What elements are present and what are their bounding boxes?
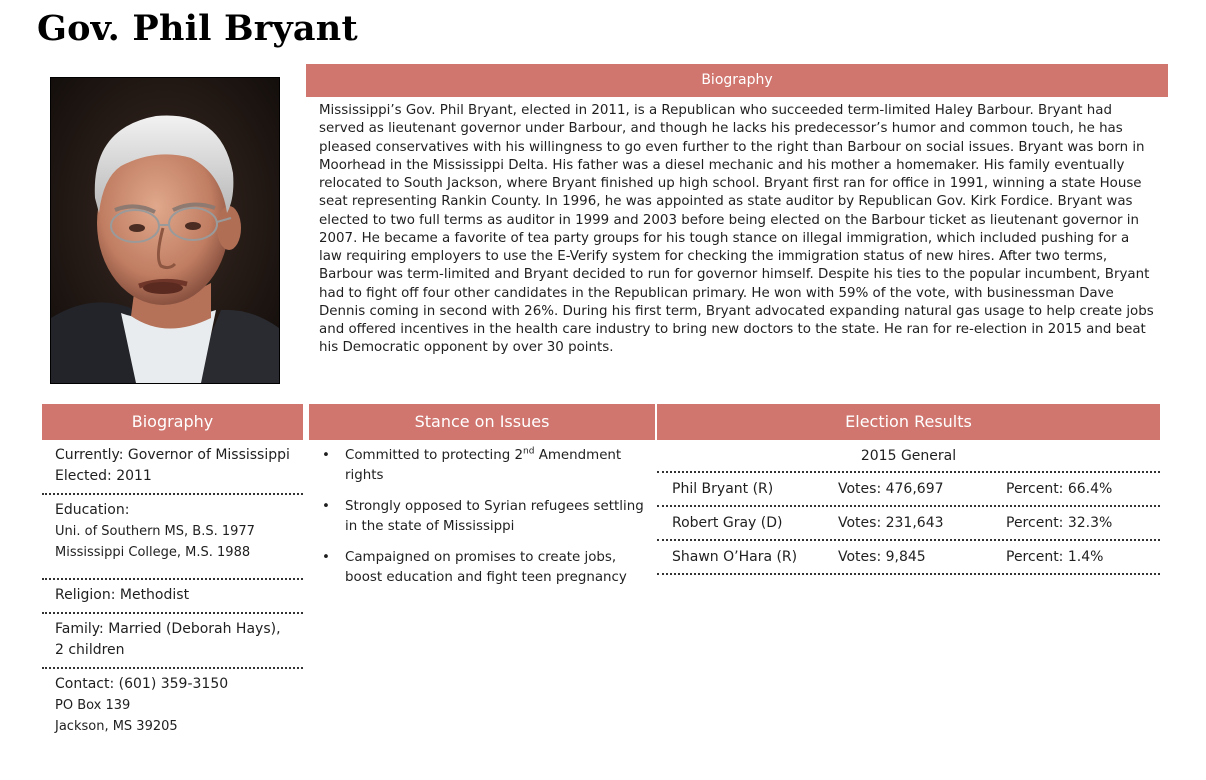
education-item (42, 495, 303, 580)
contact-item (42, 669, 303, 743)
education-degree-1: Uni. of Southern MS, B.S. 1977 (55, 524, 255, 539)
elected-text: Elected: 2011 (55, 468, 152, 484)
bullet-icon: • (322, 550, 330, 565)
election-subheader: 2015 General (657, 440, 1160, 473)
candidate-votes: Votes: 9,845 (838, 549, 926, 565)
election-results-box (657, 404, 1160, 575)
election-row (657, 473, 1160, 507)
portrait-photo (50, 77, 280, 384)
candidate-votes: Votes: 231,643 (838, 515, 944, 531)
religion-text: Religion: Methodist (55, 587, 190, 603)
family-text-2: 2 children (55, 642, 125, 658)
contact-phone: Contact: (601) 359-3150 (55, 676, 229, 692)
page-title: Gov. Phil Bryant (37, 8, 358, 49)
currently-text: Currently: Governor of Mississippi (55, 447, 290, 463)
stance-item-refugees: • Strongly opposed to Syrian refugees settling in the state of Mississippi (322, 499, 644, 534)
family-text-1: Family: Married (Deborah Hays), (55, 621, 281, 637)
election-header: Election Results (657, 404, 1160, 440)
contact-city: Jackson, MS 39205 (55, 719, 178, 734)
religion-item (42, 580, 303, 614)
biography-box-header: Biography (42, 404, 303, 440)
candidate-name: Phil Bryant (R) (672, 481, 774, 497)
stance-box (309, 404, 655, 599)
biography-text: Mississippi’s Gov. Phil Bryant, elected in 2011, is a Republican who succeeded term-limited Haley Barbour. Bryant had served as lieutenant governor under Barbour, and though he lacks his predecessor’s humor and common touch, he has pleased conservatives with his willingness to go even further to the right than Barbour on social issues. Bryant was born in Moorhead in the Mississippi Delta. His father was a diesel mechanic and his mother a homemaker. His family eventually relocated to South Jackson, where Bryant finished up high school. Bryant first ran for office in 1991, winning a state House seat representing Rankin County. In 1996, he was appointed as state auditor by Republican Gov. Kirk Fordice. Bryant was elected to two full terms as auditor in 1999 and 2003 before being elected on the Barbour ticket as lieutenant governor in 2007. He became a favorite of tea party groups for his tough stance on illegal immigration, which included pushing for a law requiring employers to use the E-Verify system for checking the immigration status of new hires. After two terms, Barbour was term-limited and Bryant decided to run for governor himself. Despite his ties to the popular incumbent, Bryant had to fight off four other candidates in the Republican primary. He won with 59% of the vote, with businessman Dave Dennis coming in second with 26%. During his first term, Bryant advocated expanding natural gas usage to help create jobs and offered incentives in the health care industry to bring new doctors to the state. He ran for re-election in 2015 and beat his Democratic opponent by over 30 points. (319, 103, 1154, 356)
election-row (657, 541, 1160, 575)
education-label: Education: (55, 502, 130, 518)
biography-box (42, 404, 303, 743)
current-position-item (42, 440, 303, 495)
bullet-icon: • (322, 448, 330, 463)
candidate-percent: Percent: 66.4% (1006, 481, 1113, 497)
candidate-percent: Percent: 32.3% (1006, 515, 1113, 531)
stance-header: Stance on Issues (309, 404, 655, 440)
biography-header-top: Biography (306, 64, 1168, 97)
stance-item-second-amendment: • Committed to protecting 2nd Amendment rights (322, 446, 622, 483)
family-item (42, 614, 303, 669)
candidate-name: Robert Gray (D) (672, 515, 783, 531)
contact-po-box: PO Box 139 (55, 698, 131, 713)
candidate-percent: Percent: 1.4% (1006, 549, 1104, 565)
stance-list (309, 440, 655, 588)
election-row (657, 507, 1160, 541)
stance-item-jobs: • Campaigned on promises to create jobs, boost education and fight teen pregnancy (322, 550, 627, 585)
candidate-name: Shawn O’Hara (R) (672, 549, 798, 565)
candidate-votes: Votes: 476,697 (838, 481, 944, 497)
bullet-icon: • (322, 499, 330, 514)
education-degree-2: Mississippi College, M.S. 1988 (55, 545, 251, 560)
